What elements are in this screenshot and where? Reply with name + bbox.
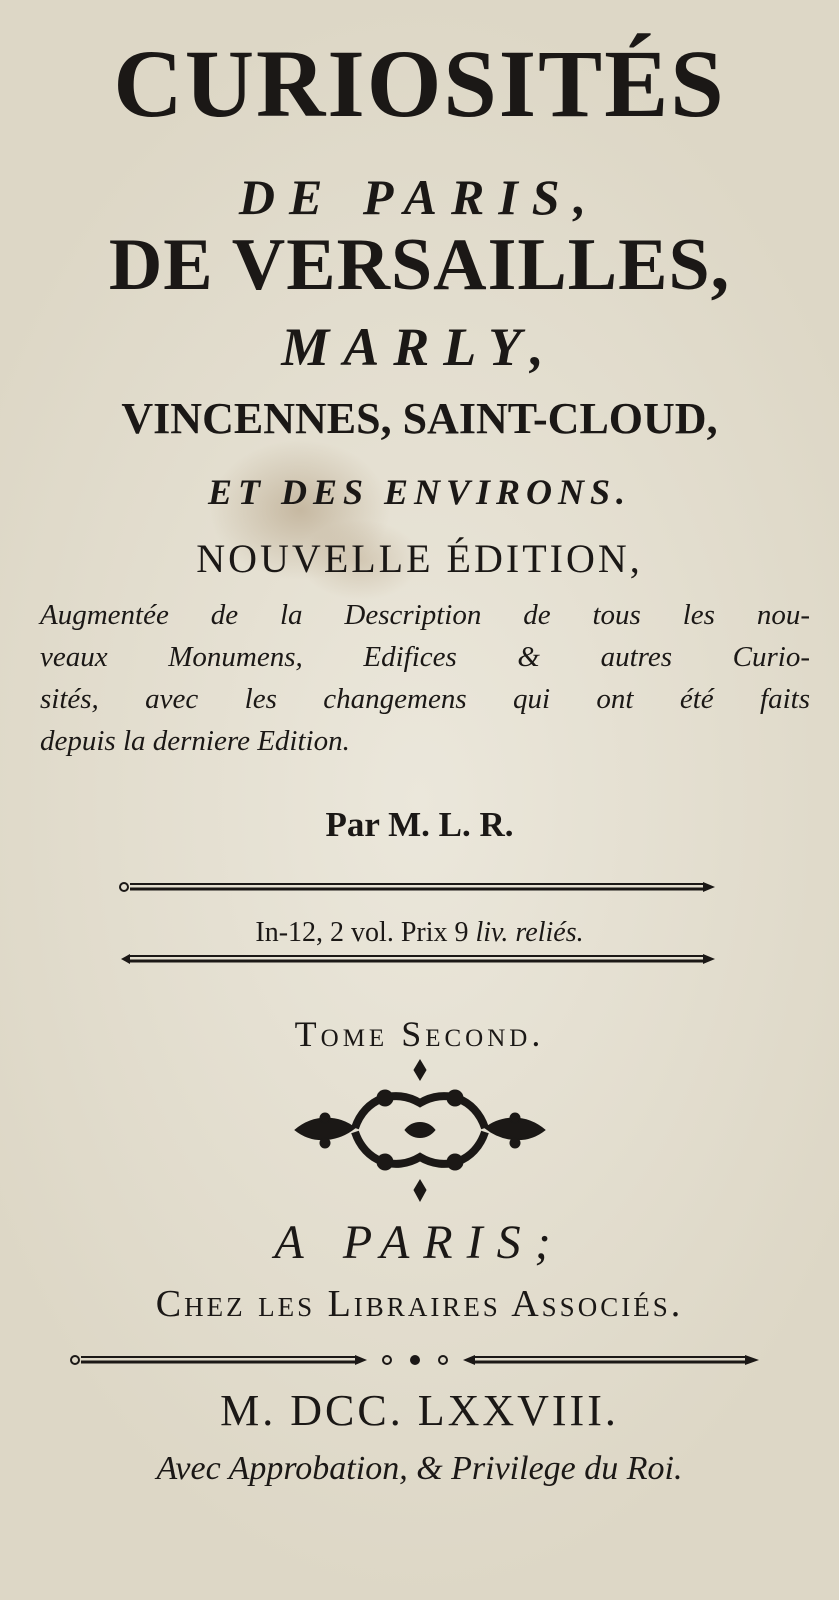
title-de-paris: DE PARIS, (238, 169, 601, 225)
volume-label: Tome Second. (294, 1014, 545, 1054)
imprint-approbation: Avec Approbation, & Privilege du Roi. (156, 1450, 683, 1487)
ornamental-rule (118, 952, 718, 966)
description-line: depuis la derniere Edition. (40, 725, 350, 757)
imprint-place: A PARIS; (274, 1216, 565, 1269)
description-line: sités, avec les changemens qui ont été faits (40, 683, 810, 715)
description-line: Augmentée de la Description de tous les nou- (40, 599, 810, 631)
fleuron-ornament (285, 1058, 555, 1203)
title-de-versailles: DE VERSAILLES, (108, 224, 731, 306)
edition-statement: NOUVELLE ÉDITION, (196, 536, 643, 581)
ornamental-rule-double (65, 1352, 765, 1368)
title-vincennes-saint-cloud: VINCENNES, SAINT-CLOUD, (121, 394, 718, 443)
description-line: veaux Monumens, Edifices & autres Curio- (40, 641, 810, 673)
price-line (0, 917, 839, 949)
title-marly: MARLY, (281, 317, 558, 377)
imprint-publisher: Chez les Libraires Associés. (155, 1283, 684, 1325)
price-unit: liv. (475, 917, 509, 948)
imprint-date: M. DCC. LXXVIII. (220, 1386, 619, 1435)
price-format: In-12, 2 vol. Prix 9 (255, 917, 476, 948)
price-binding: reliés. (508, 917, 584, 948)
title-et-des-environs: ET DES ENVIRONS. (207, 472, 632, 512)
title-curiosites: CURIOSITÉS (113, 30, 726, 137)
description-block (40, 594, 810, 762)
author-line: Par M. L. R. (325, 805, 514, 844)
ornamental-rule (118, 880, 718, 894)
